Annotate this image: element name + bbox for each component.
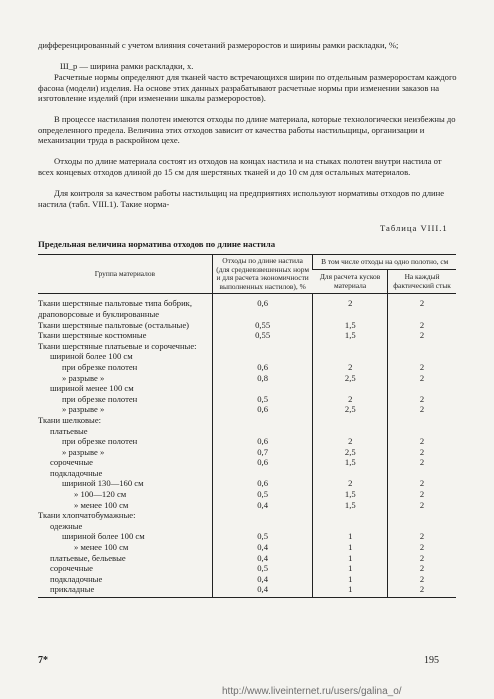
intro-line: Ш_р — ширина рамки раскладки, х. (60, 61, 194, 71)
row-calc: 1,5 (313, 320, 388, 331)
row-name: » менее 100 см (74, 499, 129, 510)
table-row (38, 362, 456, 373)
intro-line: дифференцированный с учетом влияния сочетаний размероростов и ширины рамки раскладки, %; (38, 40, 399, 50)
row-waste (212, 426, 313, 437)
row-name: » разрыве » (62, 372, 105, 383)
row-waste: 0,55 (212, 330, 313, 341)
row-name: шириной более 100 см (62, 531, 145, 542)
row-calc: 1,5 (313, 330, 388, 341)
row-calc: 1 (313, 531, 388, 542)
row-waste: 0,7 (212, 447, 313, 458)
row-waste: 0,5 (212, 563, 313, 574)
row-name: шириной 130—160 см (62, 478, 144, 489)
row-name: платьевые, бельевые (50, 552, 126, 563)
row-name: прикладные (38, 584, 212, 597)
row-joint (388, 415, 456, 426)
row-joint: 2 (388, 330, 456, 341)
row-name: » разрыве » (62, 446, 105, 457)
row-calc: 2 (313, 294, 388, 320)
row-joint (388, 341, 456, 352)
row-calc: 2,5 (313, 404, 388, 415)
row-name: платьевые (50, 425, 88, 436)
row-joint: 2 (388, 542, 456, 553)
table-row (38, 531, 456, 542)
table-row (38, 563, 456, 574)
header-calc: Для расчета кусков материала (313, 269, 388, 293)
header-group: Группа материалов (38, 255, 212, 294)
row-calc: 1 (313, 574, 388, 585)
table-row (38, 351, 456, 362)
row-calc: 1,5 (313, 500, 388, 511)
table-body (38, 294, 456, 598)
table-row (38, 553, 456, 564)
row-name: Ткани шелковые: (38, 414, 102, 425)
row-calc: 1 (313, 563, 388, 574)
row-joint: 2 (388, 394, 456, 405)
row-calc (313, 415, 388, 426)
row-waste: 0,5 (212, 531, 313, 542)
row-calc: 1,5 (313, 457, 388, 468)
row-calc (313, 510, 388, 521)
row-waste: 0,4 (212, 553, 313, 564)
row-waste: 0,6 (212, 404, 313, 415)
row-name: шириной менее 100 см (50, 383, 134, 394)
row-waste: 0,4 (212, 542, 313, 553)
page-number: 195 (424, 655, 439, 666)
row-calc (313, 521, 388, 532)
row-calc: 2,5 (313, 447, 388, 458)
table-row (38, 521, 456, 532)
row-calc (313, 383, 388, 394)
row-calc: 2 (313, 362, 388, 373)
row-joint (388, 426, 456, 437)
row-name: Ткани шерстяные пальтовые типа бобрик, драповорсовые и буклированные (38, 298, 192, 319)
table-row (38, 426, 456, 437)
row-waste: 0,5 (212, 394, 313, 405)
row-waste: 0,8 (212, 373, 313, 384)
table-row (38, 320, 456, 331)
row-waste: 0,5 (212, 489, 313, 500)
waste-norms-table (38, 254, 456, 598)
row-joint: 2 (388, 404, 456, 415)
row-calc (313, 468, 388, 479)
row-name: » менее 100 см (74, 542, 129, 553)
signature-mark: 7* (38, 655, 48, 666)
row-waste: 0,4 (212, 584, 313, 597)
row-name: шириной более 100 см (50, 351, 133, 362)
table-title: Предельная величина норматива отходов по длине настила (38, 239, 276, 249)
row-name: » 100—120 см (74, 489, 127, 500)
table-row (38, 584, 456, 597)
row-joint: 2 (388, 320, 456, 331)
row-calc: 1 (313, 553, 388, 564)
row-calc: 1 (313, 584, 388, 597)
header-incl: В том числе отходы на одно полотно, см (313, 255, 456, 270)
table-row (38, 457, 456, 468)
row-waste (212, 510, 313, 521)
row-waste: 0,55 (212, 320, 313, 331)
row-name: сорочечные (50, 457, 93, 468)
row-joint: 2 (388, 478, 456, 489)
row-waste (212, 341, 313, 352)
row-joint (388, 468, 456, 479)
row-name: Ткани шерстяные платьевые и сорочечные: (38, 340, 197, 351)
row-joint: 2 (388, 373, 456, 384)
row-joint: 2 (388, 574, 456, 585)
row-name: Ткани шерстяные костюмные (38, 330, 147, 341)
table-row (38, 415, 456, 426)
row-joint: 2 (388, 294, 456, 320)
table-row (38, 404, 456, 415)
table-row (38, 478, 456, 489)
row-name: при обрезке полотен (62, 393, 138, 404)
row-waste: 0,4 (212, 500, 313, 511)
row-joint (388, 383, 456, 394)
table-row (38, 383, 456, 394)
row-waste (212, 468, 313, 479)
row-name: Ткани шерстяные пальтовые (остальные) (38, 319, 190, 330)
row-waste: 0,6 (212, 294, 313, 320)
table-row (38, 510, 456, 521)
row-calc: 2 (313, 394, 388, 405)
paragraph: Расчетные нормы определяют для тканей часто встречающихся ширин по отдельным размероростам каждого фасона (модели) изделия. На основе этих данных разрабатывают расчетные нормы при изменении заказов на изготовление изделий (при изменении шкалы размероростов). (38, 72, 457, 104)
row-calc: 2 (313, 436, 388, 447)
table-row (38, 500, 456, 511)
row-calc: 2,5 (313, 373, 388, 384)
row-name: Ткани хлопчатобумажные: (38, 510, 136, 521)
row-name: » разрыве » (62, 404, 105, 415)
row-joint (388, 521, 456, 532)
table-row (38, 373, 456, 384)
row-joint: 2 (388, 531, 456, 542)
row-calc (313, 426, 388, 437)
header-waste: Отходы по длине настила (для средневзвешенных норм и для расчета экономичности выполненных настилов), % (212, 255, 313, 294)
row-joint: 2 (388, 436, 456, 447)
table-row (38, 468, 456, 479)
row-joint: 2 (388, 489, 456, 500)
row-joint: 2 (388, 362, 456, 373)
row-name: при обрезке полотен (62, 361, 138, 372)
row-waste (212, 351, 313, 362)
row-name: при обрезке полотен (62, 436, 138, 447)
table-row (38, 330, 456, 341)
row-waste (212, 521, 313, 532)
row-name: одежные (50, 520, 83, 531)
row-joint: 2 (388, 584, 456, 597)
table-row (38, 294, 456, 320)
row-joint (388, 351, 456, 362)
row-name: подкладочные (50, 467, 103, 478)
table-row (38, 574, 456, 585)
row-waste: 0,6 (212, 362, 313, 373)
table-row (38, 542, 456, 553)
row-joint: 2 (388, 500, 456, 511)
row-joint: 2 (388, 447, 456, 458)
table-row (38, 489, 456, 500)
row-waste (212, 383, 313, 394)
row-waste: 0,6 (212, 478, 313, 489)
row-name: подкладочные (50, 573, 103, 584)
table-row (38, 394, 456, 405)
row-calc: 1 (313, 542, 388, 553)
paragraph: Для контроля за качеством работы настильщиц на предприятиях используют нормативы отходов по длине настила (табл. VIII.1). Такие норма- (38, 188, 445, 209)
row-waste: 0,4 (212, 574, 313, 585)
row-joint: 2 (388, 457, 456, 468)
table-row (38, 436, 456, 447)
table-number: Таблица VIII.1 (380, 223, 448, 233)
row-waste (212, 415, 313, 426)
row-calc (313, 341, 388, 352)
row-calc (313, 351, 388, 362)
paragraph: В процессе настилания полотен имеются отходы по длине материала, которые технологически неизбежны до определенного предела. Величина этих отходов зависит от качества работы настильщицы, организации и механизации труда в раскройном цехе. (38, 114, 456, 146)
row-waste: 0,6 (212, 457, 313, 468)
table-row (38, 341, 456, 352)
row-joint (388, 510, 456, 521)
row-joint: 2 (388, 563, 456, 574)
header-joint: На каждый фактический стык (388, 269, 456, 293)
row-waste: 0,6 (212, 436, 313, 447)
row-name: сорочечные (50, 563, 93, 574)
row-joint: 2 (388, 553, 456, 564)
table-row (38, 447, 456, 458)
paragraph: Отходы по длине материала состоят из отходов на концах настила и на стыках полотен внутри настила от всех концевых отходов длиной до 15 см для шерстяных тканей и до 10 см для остальных материалов. (38, 156, 442, 177)
watermark-url: http://www.liveinternet.ru/users/galina_o/ (222, 686, 402, 697)
row-calc: 1,5 (313, 489, 388, 500)
row-calc: 2 (313, 478, 388, 489)
